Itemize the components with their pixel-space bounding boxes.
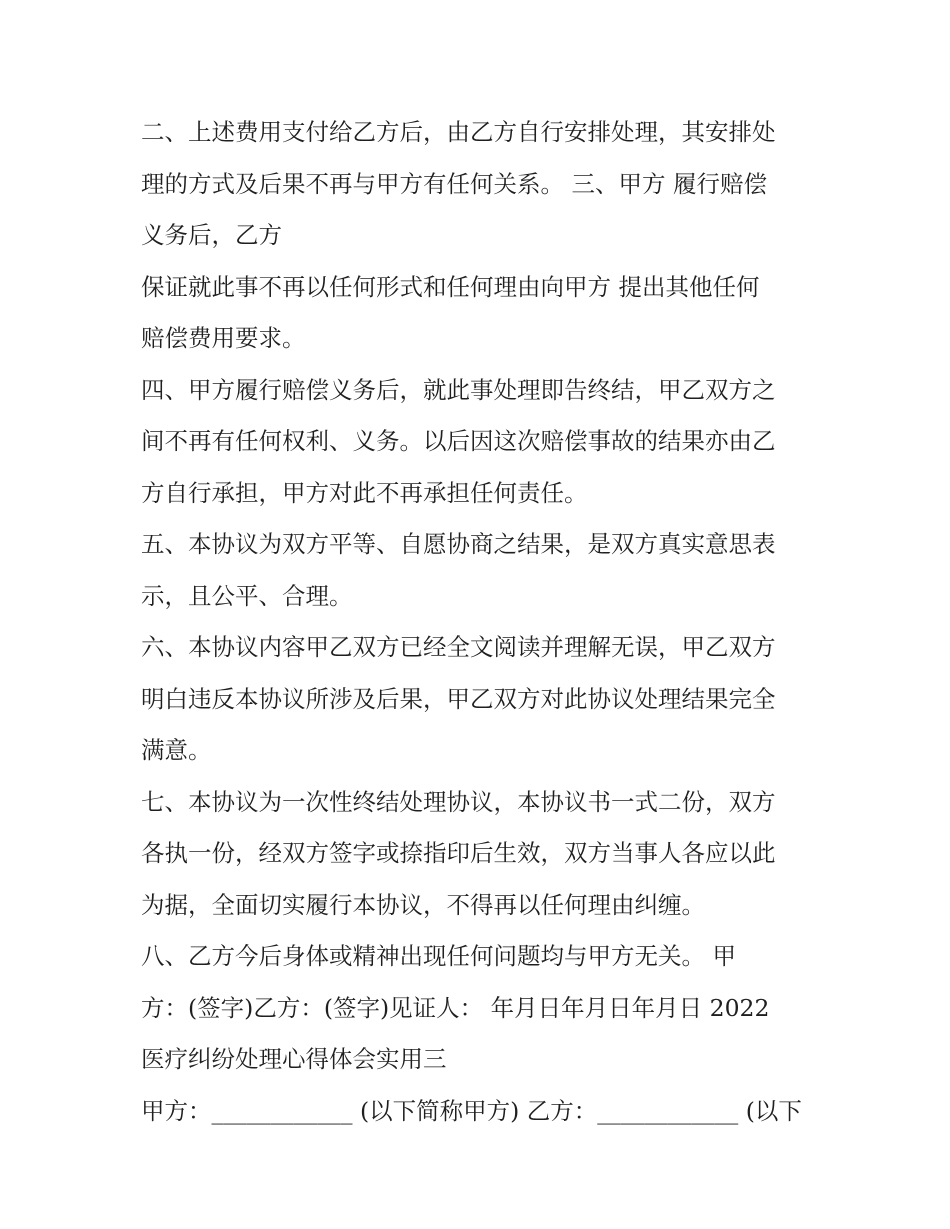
text-line: 理的方式及后果不再与甲方有任何关系。 三、甲方 履行赔偿 <box>141 169 767 198</box>
text-line: 明白违反本协议所涉及后果，甲乙双方对此协议处理结果完全 <box>141 684 776 713</box>
text-line: 义务后，乙方 <box>141 221 282 249</box>
text-line: 八、乙方今后身体或精神出现任何问题均与甲方无关。 甲 <box>141 942 736 970</box>
text-line: 七、本协议为一次性终结处理协议，本协议书一式二份，双方 <box>141 787 776 816</box>
text-line: 满意。 <box>141 736 212 764</box>
text-line: 方自行承担，甲方对此不再承担任何责任。 <box>141 478 588 507</box>
text-line: 为据，全面切实履行本协议，不得再以任何理由纠缠。 <box>141 890 705 919</box>
text-line: 甲方：____________ (以下简称甲方) 乙方：____________ (以下 <box>141 1096 802 1125</box>
text-line: 医疗纠纷处理心得体会实用三 <box>141 1045 447 1073</box>
text-line: 示，且公平、合理。 <box>141 581 353 610</box>
text-line: 间不再有任何权利、义务。以后因这次赔偿事故的结果亦由乙 <box>141 427 776 455</box>
text-line: 六、本协议内容甲乙双方已经全文阅读并理解无误，甲乙双方 <box>141 633 776 661</box>
text-line: 方：(签字)乙方：(签字)见证人： 年月日年月日年月日 2022 <box>141 993 770 1022</box>
text-line: 保证就此事不再以任何形式和任何理由向甲方 提出其他任何 <box>141 272 760 301</box>
text-line: 四、甲方履行赔偿义务后，就此事处理即告终结，甲乙双方之 <box>141 375 776 404</box>
document-body <box>141 107 831 1137</box>
text-line: 赔偿费用要求。 <box>141 324 306 352</box>
text-line: 五、本协议为双方平等、自愿协商之结果，是双方真实意思表 <box>141 530 776 558</box>
text-line: 二、上述费用支付给乙方后，由乙方自行安排处理，其安排处 <box>141 118 776 146</box>
text-line: 各执一份，经双方签字或捺指印后生效，双方当事人各应以此 <box>141 839 776 867</box>
